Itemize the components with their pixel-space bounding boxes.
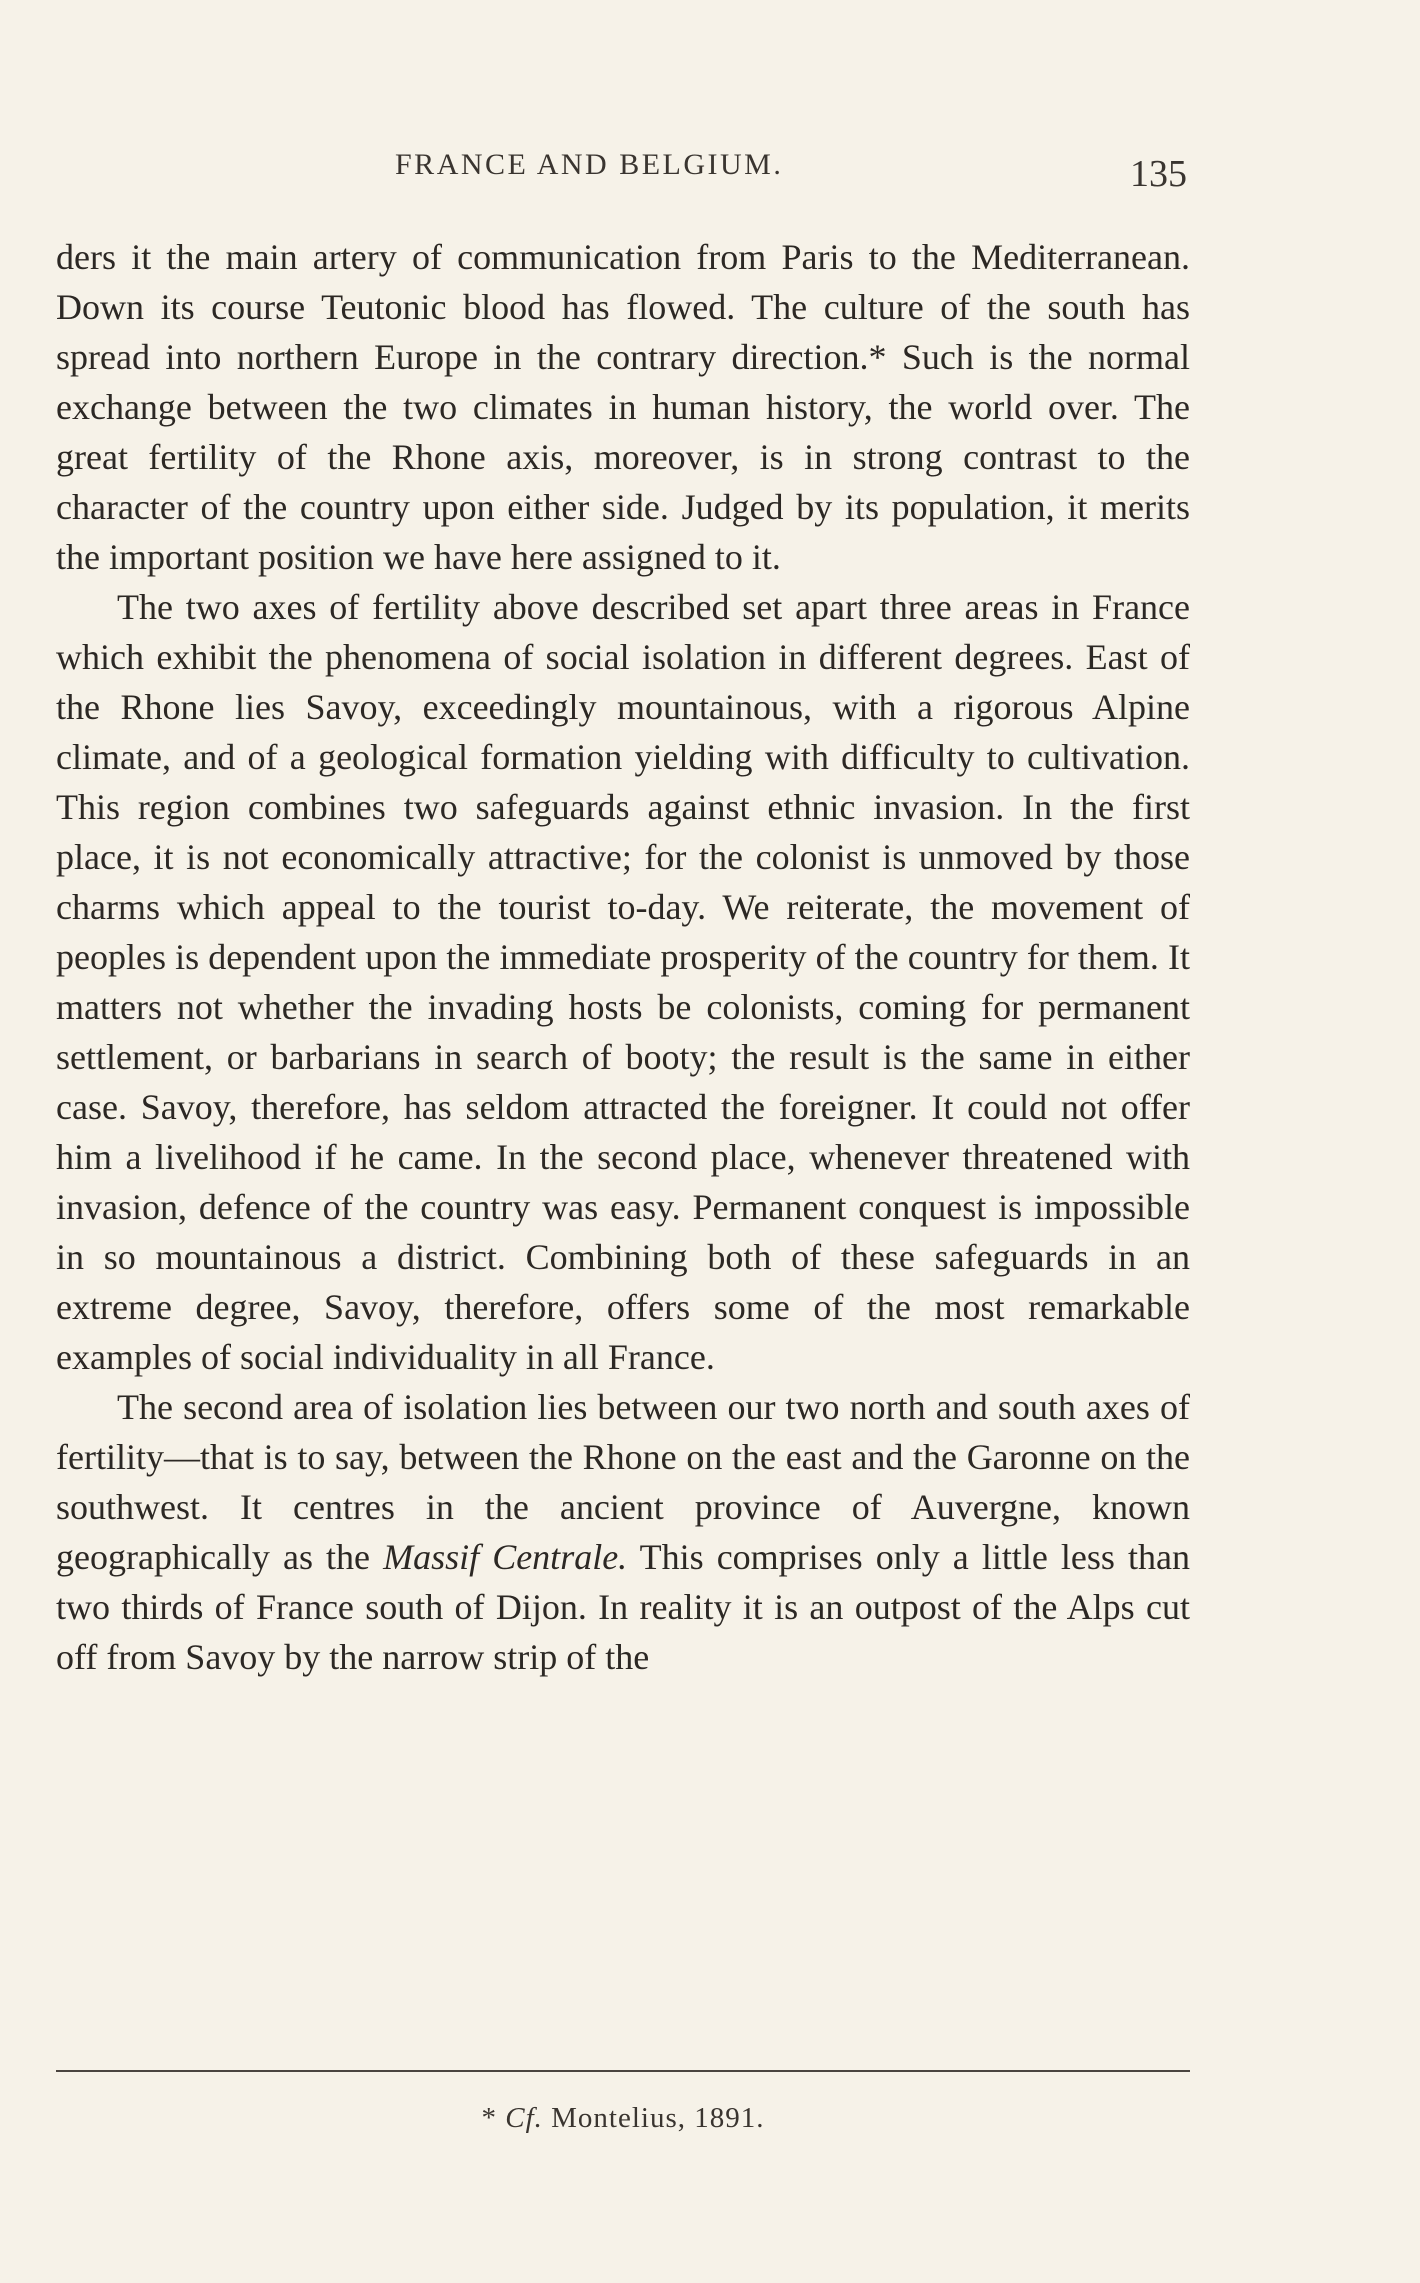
footnote-marker: *: [481, 2102, 506, 2134]
paragraph-text: The second area of isolation lies between our two north and south axes of fertility—that is to say, between the Rhone on the east and the Garonne on the southwest. It centres in the ancient province of Auvergne, known geographically as the: [56, 1387, 1190, 1577]
page-number: 135: [1130, 153, 1187, 195]
italic-term: Massif Centrale.: [383, 1537, 628, 1577]
paragraph: ders it the main artery of communication from Paris to the Mediterranean. Down its course Teutonic blood has flowed. The culture of the south has spread into northern Europe in the contrary direction.* Such is the normal exchange between the two climates in human history, the world over. The great fertility of the Rhone axis, moreover, is in strong contrast to the character of the country upon either side. Judged by its population, it merits the important position we have here assigned to it.: [56, 237, 1190, 577]
footnote-text: Montelius, 1891.: [542, 2102, 765, 2134]
running-title: FRANCE AND BELGIUM.: [395, 148, 784, 181]
paragraph-text: This comprises only a little less than two thirds of France south of Dijon. In reality it is an outpost of the Alps cut off from Savoy by the narrow strip of the: [56, 1537, 1190, 1677]
footnote: [0, 2102, 1246, 2135]
paragraph: [56, 1382, 1190, 1682]
paragraph: The two axes of fertility above described set apart three areas in France which exhibit the phenomena of social isolation in different degrees. East of the Rhone lies Savoy, exceedingly mountainous, with a rigorous Alpine climate, and of a geological formation yielding with difficulty to cultivation. This region combines two safeguards against ethnic invasion. In the first place, it is not economically attractive; for the colonist is unmoved by those charms which appeal to the tourist to-day. We reiterate, the movement of peoples is dependent upon the immediate prosperity of the country for them. It matters not whether the invading hosts be colonists, coming for permanent settlement, or barbarians in search of booty; the result is the same in either case. Savoy, therefore, has seldom attracted the foreigner. It could not offer him a livelihood if he came. In the second place, whenever threatened with invasion, defence of the country was easy. Permanent conquest is impossible in so mountainous a district. Combining both of these safeguards in an extreme degree, Savoy, therefore, offers some of the most remarkable examples of social individuality in all France.: [56, 587, 1190, 1377]
footnote-divider: [56, 2070, 1190, 2072]
body-text: [56, 232, 1190, 1682]
footnote-italic: Cf.: [505, 2102, 543, 2134]
